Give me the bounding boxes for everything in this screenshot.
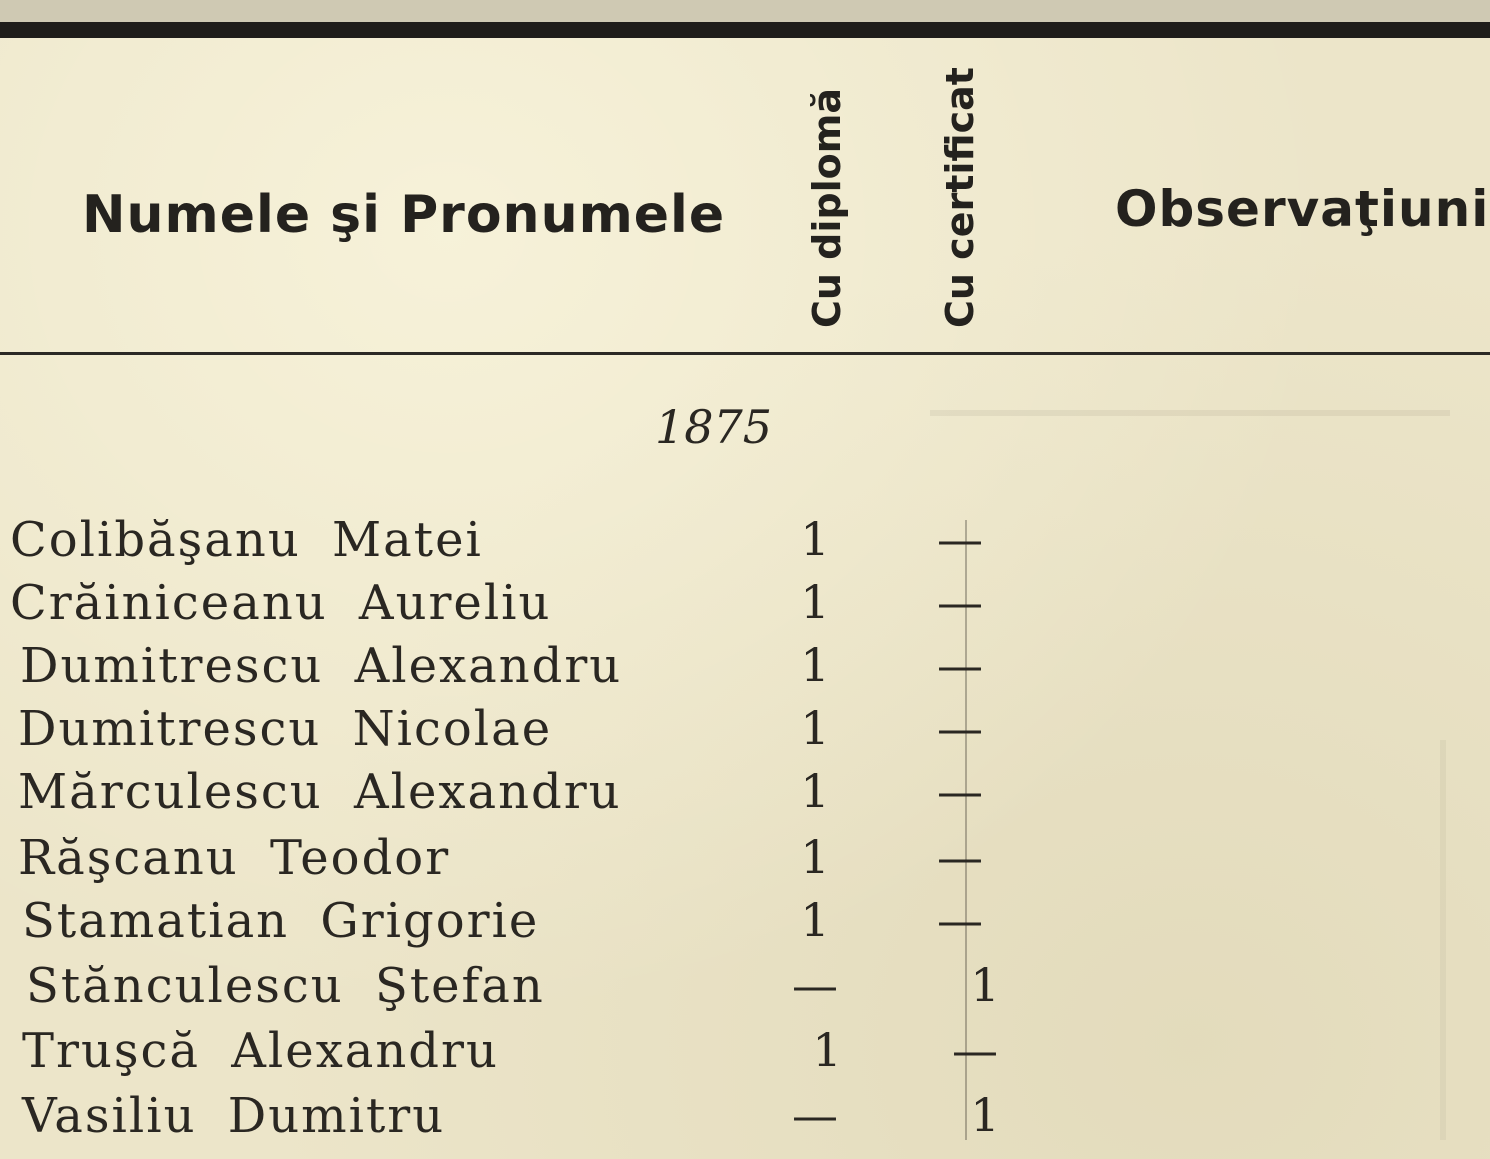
row-certificate: — — [937, 575, 983, 629]
row-diploma: — — [792, 958, 838, 1012]
row-certificate: — — [937, 701, 983, 755]
year-label: 1875 — [655, 400, 773, 454]
header-names: Numele şi Pronumele — [82, 185, 726, 245]
row-diploma: 1 — [800, 893, 830, 947]
row-name: Truşcă Alexandru — [22, 1023, 499, 1079]
row-diploma: 1 — [800, 512, 830, 566]
header-observations: Observaţiuni — [1115, 180, 1490, 238]
row-certificate: — — [937, 764, 983, 818]
table-row — [0, 764, 1490, 824]
table-row — [0, 1088, 1490, 1148]
row-name: Stamatian Grigorie — [22, 893, 540, 949]
row-certificate: — — [937, 830, 983, 884]
row-name: Răşcanu Teodor — [18, 830, 451, 886]
row-diploma: 1 — [812, 1023, 842, 1077]
row-name: Colibăşanu Matei — [10, 512, 483, 568]
row-certificate: 1 — [970, 958, 1000, 1012]
table-row — [0, 638, 1490, 698]
row-name: Mărculescu Alexandru — [18, 764, 622, 820]
header-diploma: Cu diplomă — [805, 88, 849, 328]
table-row — [0, 701, 1490, 761]
table-row — [0, 575, 1490, 635]
row-certificate: 1 — [970, 1088, 1000, 1142]
row-name: Dumitrescu Alexandru — [20, 638, 623, 694]
row-diploma: 1 — [800, 830, 830, 884]
table-row — [0, 893, 1490, 953]
row-diploma: 1 — [800, 764, 830, 818]
table-row — [0, 512, 1490, 572]
row-name: Stănculescu Ştefan — [26, 958, 545, 1014]
row-certificate: — — [937, 638, 983, 692]
row-diploma: 1 — [800, 638, 830, 692]
row-certificate: — — [937, 512, 983, 566]
row-certificate: — — [952, 1023, 998, 1077]
header-certificate: Cu certificat — [938, 67, 982, 328]
table-row — [0, 1023, 1490, 1083]
row-name: Crăiniceanu Aureliu — [10, 575, 552, 631]
table-row — [0, 958, 1490, 1018]
table-row — [0, 830, 1490, 890]
row-certificate: — — [937, 893, 983, 947]
row-diploma: 1 — [800, 575, 830, 629]
row-name: Dumitrescu Nicolae — [18, 701, 553, 757]
row-diploma: — — [792, 1088, 838, 1142]
row-name: Vasiliu Dumitru — [22, 1088, 446, 1144]
row-diploma: 1 — [800, 701, 830, 755]
